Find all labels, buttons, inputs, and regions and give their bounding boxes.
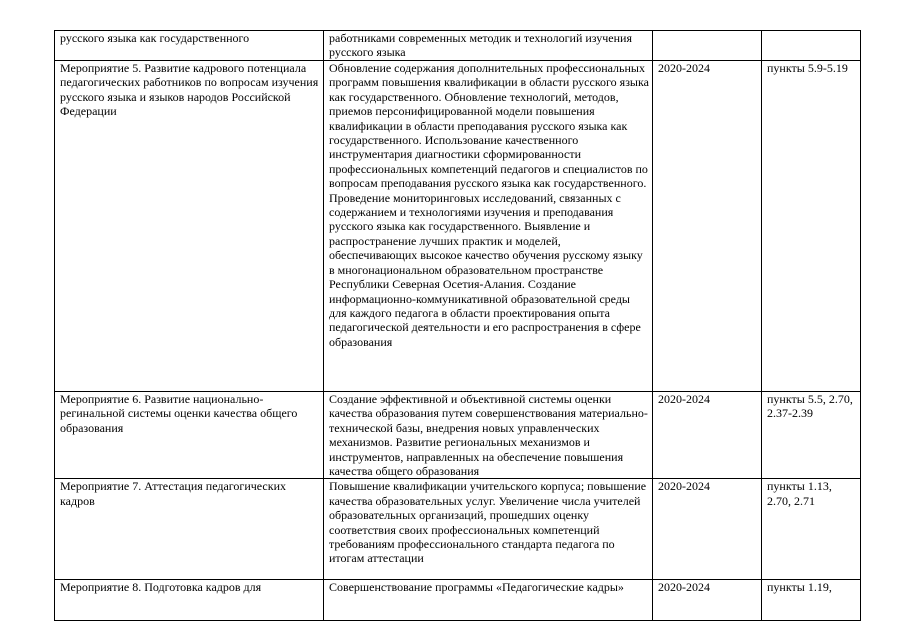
- description-text: Повышение квалификации учительского корпуса; повышение качества образовательных услуг. Увеличение числа учителей образовательных организаций, прошедших оценку соответствия своих профессиональных компетенций требованиям профессионального стандарта педагога по итогам аттестации: [329, 479, 647, 566]
- event-text: Мероприятие 6. Развитие национально-регинальной системы оценки качества общего образования: [60, 392, 298, 435]
- items-text: пункты 5.5, 2.70, 2.37-2.39: [767, 392, 853, 421]
- items-cell: [762, 392, 861, 479]
- period-cell: [653, 392, 762, 479]
- description-cell: [324, 31, 653, 61]
- event-cell: [55, 61, 324, 392]
- event-cell: [55, 392, 324, 479]
- event-text: Мероприятие 7. Аттестация педагогических кадров: [60, 479, 287, 508]
- program-activities-table: [54, 30, 861, 621]
- event-cell: [55, 580, 324, 621]
- table-row: [55, 61, 861, 392]
- event-cell: [55, 31, 324, 61]
- period-cell: [653, 61, 762, 392]
- description-text: работниками современных методик и технологий изучения русского языка: [329, 31, 632, 60]
- event-cell: [55, 479, 324, 580]
- table-row: [55, 392, 861, 479]
- description-cell: [324, 392, 653, 479]
- description-cell: [324, 580, 653, 621]
- items-cell: [762, 580, 861, 621]
- description-text: Создание эффективной и объективной системы оценки качества образования путем совершенствования материально-технической базы, внедрения новых управленческих механизмов. Развитие региональных механизмов и инструментов, направленных на обеспечение повышения качества общего образования: [329, 392, 648, 479]
- items-cell: [762, 479, 861, 580]
- period-cell: [653, 479, 762, 580]
- items-text: пункты 5.9-5.19: [767, 61, 848, 75]
- items-cell: [762, 31, 861, 61]
- event-text: Мероприятие 5. Развитие кадрового потенциала педагогических работников по вопросам изучения русского языка и языков народов Российской Федерации: [60, 61, 319, 119]
- table-row: [55, 31, 861, 61]
- period-text: 2020-2024: [658, 479, 710, 494]
- items-text: пункты 1.13, 2.70, 2.71: [767, 479, 832, 508]
- description-text: Совершенствование программы «Педагогические кадры»: [329, 580, 624, 595]
- period-text: 2020-2024: [658, 392, 710, 406]
- event-text: Мероприятие 8. Подготовка кадров для: [60, 580, 262, 595]
- period-cell: [653, 31, 762, 61]
- period-cell: [653, 580, 762, 621]
- table-row: [55, 580, 861, 621]
- table-row: [55, 479, 861, 580]
- period-text: 2020-2024: [658, 580, 710, 595]
- items-cell: [762, 61, 861, 392]
- period-text: 2020-2024: [658, 61, 710, 75]
- event-text: русского языка как государственного: [60, 31, 250, 45]
- items-text: пункты 1.19,: [767, 580, 832, 595]
- description-text: Обновление содержания дополнительных профессиональных программ повышения квалификации в области русского языка как государственного. Обновление технологий, методов, приемов персонифицированной модели повышения квалификации в области преподавания русского языка как государственного. Использование качественного инструментария диагностики сформированности профессиональных компетенций педагогов и специалистов по вопросам преподавания русского языка как государственного. Проведение мониторинговых исследований, связанных с содержанием и технологиями изучения и преподавания русского языка как государственного. Выявление и распространение лучших практик и моделей, обеспечивающих высокое качество обучения русскому языку в многонациональном образовательном пространстве Республики Северная Осетия-Алания. Создание информационно-коммуникативной образовательной среды для каждого педагога в области проектирования опыта педагогической деятельности и его распространения в сфере образования: [329, 61, 649, 349]
- description-cell: [324, 61, 653, 392]
- description-cell: [324, 479, 653, 580]
